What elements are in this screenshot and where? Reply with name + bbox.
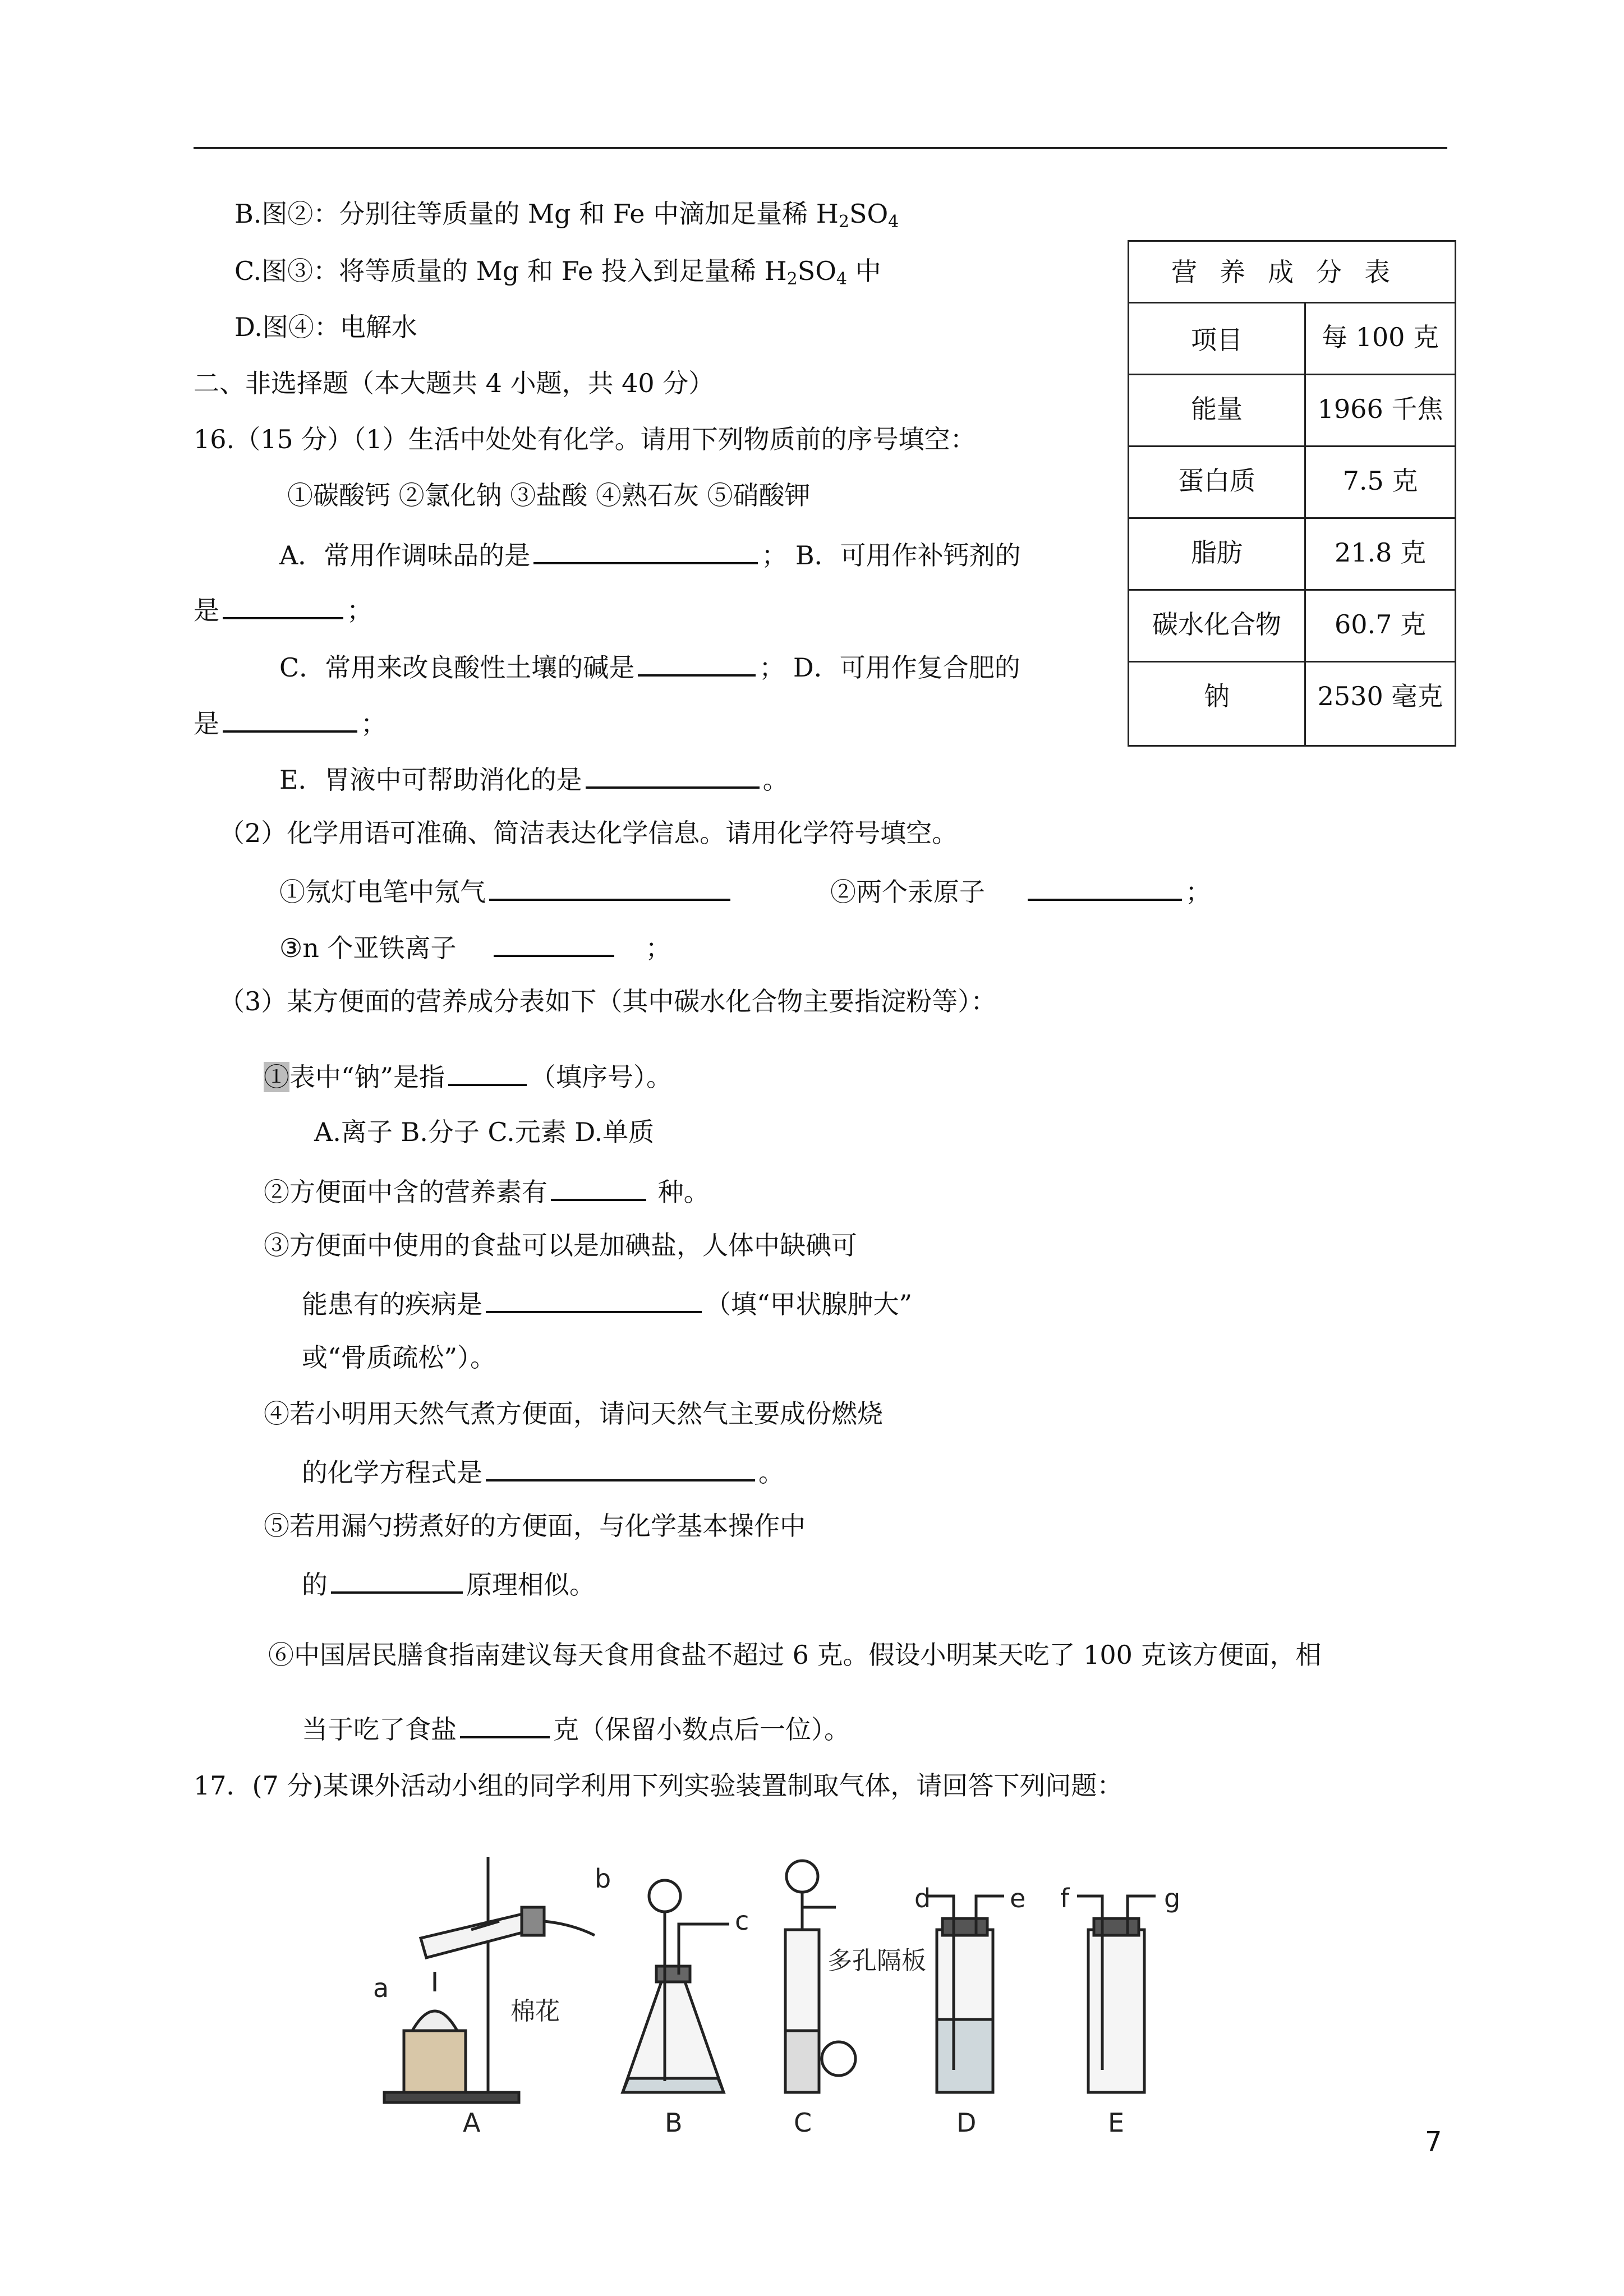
table-row — [1129, 662, 1456, 746]
q16-3-3b-end: （填“甲状腺肿大” — [705, 1289, 913, 1319]
table-header-row — [1129, 241, 1456, 303]
question-16-2-c — [279, 932, 671, 961]
q16-e-text: E．胃液中可帮助消化的是 — [279, 765, 582, 795]
label-d: d — [914, 1883, 931, 1913]
question-17-head: 17．(7 分)某课外活动小组的同学利用下列实验装置制取气体，请回答下列问题： — [194, 1770, 1123, 1801]
period: 。 — [758, 1457, 784, 1488]
nutrient-value: 1966 千焦 — [1305, 375, 1456, 447]
q16-3-5b-text: 的 — [302, 1570, 328, 1600]
question-16-3-5b — [302, 1569, 595, 1598]
apparatus-figure — [359, 1846, 1273, 2137]
nutrient-name: 钠 — [1129, 662, 1305, 746]
question-16-c — [279, 652, 1020, 683]
nutrient-value: 21.8 克 — [1305, 518, 1456, 590]
question-16-2-b — [830, 876, 1211, 905]
table-row — [1129, 303, 1456, 375]
q16-shi: 是 — [194, 595, 219, 625]
semicolon: ； — [361, 708, 387, 739]
label-f: f — [1060, 1883, 1070, 1913]
nutrient-name: 蛋白质 — [1129, 447, 1305, 518]
table-row — [1129, 518, 1456, 590]
question-16-3-6b — [302, 1714, 850, 1745]
question-16-items: ①碳酸钙 ②氯化钠 ③盐酸 ④熟石灰 ⑤硝酸钾 — [287, 480, 811, 510]
q16-2-b-text: ②两个汞原子 — [830, 877, 985, 907]
q16-2-c-text: ③n 个亚铁离子 — [279, 933, 457, 963]
section-2-title: 二、非选择题（本大题共 4 小题，共 40 分） — [194, 368, 715, 398]
formula-sub: 2 — [786, 269, 798, 289]
label-b: b — [595, 1864, 611, 1894]
option-b — [234, 201, 899, 231]
q16-shi: 是 — [194, 708, 219, 739]
question-16-2-head: （2）化学用语可准确、简洁表达化学信息。请用化学符号填空。 — [219, 818, 958, 848]
answer-blank[interactable] — [448, 1061, 527, 1086]
option-c — [234, 258, 881, 288]
question-16-3-5a: ⑤若用漏勺捞煮好的方便面，与化学基本操作中 — [264, 1511, 806, 1541]
table-title: 营养成分表 — [1129, 241, 1456, 303]
apparatus-drawing — [359, 1846, 1273, 2137]
page-number: 7 — [1425, 2126, 1442, 2157]
formula-h: H — [816, 199, 839, 229]
question-16-3-4b — [302, 1457, 784, 1488]
question-16-a-cont — [194, 595, 372, 623]
apparatus-label-b: B — [665, 2108, 683, 2137]
formula-h: H — [764, 256, 787, 286]
formula-so: SO — [849, 199, 889, 229]
answer-blank[interactable] — [1028, 876, 1182, 901]
apparatus-d — [926, 1896, 1004, 2092]
q16-a-text: A．常用作调味品的是 — [279, 540, 531, 570]
answer-blank[interactable] — [494, 932, 614, 957]
answer-blank[interactable] — [551, 1176, 646, 1201]
header-rule — [194, 147, 1447, 149]
nutrient-value: 2530 毫克 — [1305, 662, 1456, 746]
question-16-3-2 — [264, 1176, 710, 1205]
q16-a-sep: ； B．可用作补钙剂的 — [761, 540, 1021, 570]
question-16-3-head: （3）某方便面的营养成分表如下（其中碳水化合物主要指淀粉等）： — [219, 986, 997, 1016]
item-marker-highlighted: ① — [264, 1062, 289, 1092]
nutrient-value: 7.5 克 — [1305, 447, 1456, 518]
question-16-3-3b — [302, 1289, 912, 1317]
question-16-a — [279, 540, 1021, 568]
question-16-2-a — [279, 876, 734, 905]
nutrient-name: 脂肪 — [1129, 518, 1305, 590]
apparatus-label-d: D — [956, 2108, 977, 2137]
answer-blank[interactable] — [460, 1714, 550, 1738]
label-porous-plate: 多孔隔板 — [827, 1947, 926, 1975]
formula-so: SO — [797, 256, 836, 286]
q16-3-6b-text: 当于吃了食盐 — [302, 1714, 457, 1745]
question-16-3-3c: 或“骨质疏松”）。 — [302, 1342, 496, 1373]
answer-blank[interactable] — [486, 1289, 702, 1313]
option-d: D.图④：电解水 — [234, 312, 417, 342]
table-row — [1129, 447, 1456, 518]
apparatus-label-e: E — [1108, 2108, 1125, 2137]
semicolon: ； — [347, 595, 372, 625]
answer-blank[interactable] — [223, 595, 343, 619]
q16-3-4b-text: 的化学方程式是 — [302, 1457, 482, 1488]
q16-3-2-text: ②方便面中含的营养素有 — [264, 1177, 548, 1207]
answer-blank[interactable] — [223, 708, 357, 733]
label-cotton: 棉花 — [510, 1997, 560, 2026]
label-e: e — [1010, 1883, 1026, 1913]
nutrient-value: 每 100 克 — [1305, 303, 1456, 375]
nutrient-name: 项目 — [1129, 303, 1305, 375]
semicolon: ； — [1185, 877, 1211, 907]
question-16-e — [279, 764, 789, 793]
formula-sub: 2 — [838, 212, 849, 232]
question-16-3-6a: ⑥中国居民膳食指南建议每天食用食盐不超过 6 克。假设小明某天吃了 100 克该方便面，相 — [268, 1640, 1322, 1670]
answer-blank[interactable] — [638, 652, 756, 677]
table-row — [1129, 375, 1456, 447]
label-a: a — [373, 1973, 389, 2003]
apparatus-c — [785, 1861, 855, 2092]
q16-3-1-end: （填序号）。 — [530, 1062, 673, 1092]
question-16-3-4a: ④若小明用天然气煮方便面，请问天然气主要成份燃烧 — [264, 1398, 883, 1429]
q16-3-5b-end: 原理相似。 — [466, 1570, 595, 1600]
question-16-3-3a: ③方便面中使用的食盐可以是加碘盐，人体中缺碘可 — [264, 1230, 857, 1260]
option-b-text: B.图②：分别往等质量的 Mg 和 Fe 中滴加足量稀 — [234, 199, 816, 229]
nutrition-table — [1128, 240, 1456, 747]
nutrient-name: 碳水化合物 — [1129, 590, 1305, 662]
apparatus-label-c: C — [794, 2108, 812, 2137]
option-c-text: C.图③：将等质量的 Mg 和 Fe 投入到足量稀 — [234, 256, 765, 286]
formula-sub: 4 — [888, 212, 899, 232]
apparatus-label-a: A — [463, 2108, 481, 2137]
answer-blank[interactable] — [486, 1457, 755, 1481]
question-16-head: 16.（15 分）（1）生活中处处有化学。请用下列物质前的序号填空： — [194, 424, 976, 454]
q16-3-6b-end: 克（保留小数点后一位）。 — [553, 1714, 850, 1745]
answer-blank[interactable] — [586, 764, 760, 789]
question-16-3-1 — [264, 1061, 672, 1090]
formula-sub: 4 — [836, 269, 848, 289]
q16-3-3b-text: 能患有的疾病是 — [302, 1289, 482, 1319]
semicolon: ； — [645, 933, 671, 963]
label-c: c — [735, 1906, 749, 1936]
nutrient-name: 能量 — [1129, 375, 1305, 447]
label-g: g — [1164, 1883, 1181, 1913]
apparatus-e — [1077, 1896, 1156, 2092]
answer-blank[interactable] — [489, 876, 730, 901]
q16-c-text: C．常用来改良酸性土壤的碱是 — [279, 652, 635, 683]
nutrient-value: 60.7 克 — [1305, 590, 1456, 662]
apparatus-a — [384, 1857, 595, 2102]
table-row — [1129, 590, 1456, 662]
question-16-3-1-options: A.离子 B.分子 C.元素 D.单质 — [314, 1117, 655, 1147]
answer-blank[interactable] — [331, 1569, 463, 1594]
q16-c-sep: ； D．可用作复合肥的 — [759, 652, 1020, 683]
q16-2-a-text: ①氖灯电笔中氖气 — [279, 877, 486, 907]
answer-blank[interactable] — [533, 540, 758, 564]
apparatus-b — [623, 1880, 729, 2092]
question-16-c-cont — [194, 708, 387, 737]
option-c-end: 中 — [847, 256, 881, 286]
q16-3-1-text: 表中“钠”是指 — [289, 1062, 445, 1092]
q16-3-2-end: 种。 — [650, 1177, 710, 1207]
period: 。 — [762, 765, 789, 795]
